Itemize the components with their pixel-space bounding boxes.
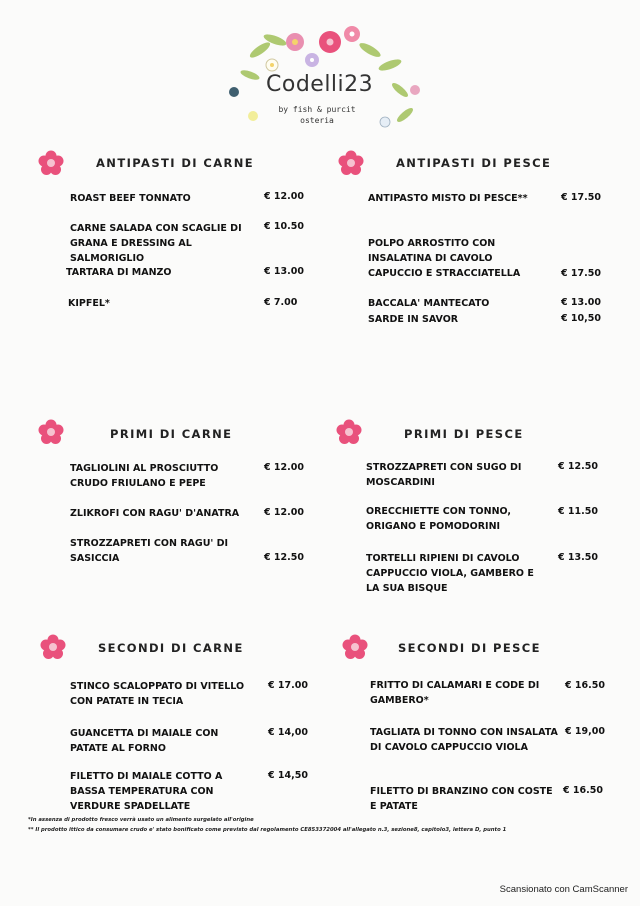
flower-icon — [38, 419, 64, 445]
menu-item-name: CARNE SALADA CON SCAGLIE DI GRANA E DRESSING AL SALMORIGLIO — [70, 223, 242, 264]
menu-item-name: TARTARA DI MANZO — [66, 267, 172, 278]
footnote-raw-fish: ** Il prodotto ittico da consumare crudo e' stato bonificato come previsto dal regolamento CE853372004 all'allegato n.3, sezione8, capitolo3, lettera D, punto 1 — [28, 827, 507, 833]
menu-item-name: GUANCETTA DI MAIALE CON PATATE AL FORNO — [70, 728, 219, 754]
menu-item-price: € 13.50 — [558, 552, 598, 563]
menu-item-price: € 14,00 — [268, 727, 308, 738]
menu-item-name: ORECCHIETTE CON TONNO, ORIGANO E POMODORINI — [366, 506, 512, 532]
section-title-antipasti-carne: ANTIPASTI DI CARNE — [96, 156, 255, 170]
section-title-secondi-carne: SECONDI DI CARNE — [98, 641, 244, 655]
menu-item-name: FILETTO DI BRANZINO CON COSTE E PATATE — [370, 786, 553, 812]
menu-item-price: € 10.50 — [264, 221, 304, 232]
restaurant-subtitle — [272, 104, 362, 126]
menu-item-price: € 19,00 — [565, 726, 605, 737]
scanner-watermark: Scansionato con CamScanner — [499, 884, 628, 895]
menu-item-price: € 12.00 — [264, 191, 304, 202]
menu-item-price: € 13.00 — [561, 297, 601, 308]
menu-item-name: POLPO ARROSTITO CON INSALATINA DI CAVOLO CAPUCCIO E STRACCIATELLA — [368, 238, 521, 279]
menu-item-price: € 17.50 — [561, 268, 601, 279]
restaurant-name: Codelli23 — [266, 72, 374, 97]
flower-icon — [338, 150, 364, 176]
menu-item-name: SARDE IN SAVOR — [368, 314, 459, 325]
section-title-primi-carne: PRIMI DI CARNE — [110, 427, 233, 441]
menu-item-name: STROZZAPRETI CON SUGO DI MOSCARDINI — [366, 462, 522, 488]
flower-icon — [40, 634, 66, 660]
menu-item-price: € 10,50 — [561, 313, 601, 324]
menu-item-price: € 16.50 — [565, 680, 605, 691]
flower-icon — [336, 419, 362, 445]
menu-item-name: STROZZAPRETI CON RAGU' DI SASICCIA — [70, 538, 229, 564]
flower-icon — [38, 150, 64, 176]
menu-item-name: ROAST BEEF TONNATO — [70, 193, 191, 204]
menu-item-price: € 14,50 — [268, 770, 308, 781]
menu-item-price: € 7.00 — [264, 297, 298, 308]
menu-item-price: € 17.50 — [561, 192, 601, 203]
footnote-frozen: *In assenza di prodotto fresco verrà usato un alimento surgelato all'origine — [28, 817, 254, 823]
menu-item-name: TORTELLI RIPIENI DI CAVOLO CAPPUCCIO VIOLA, GAMBERO E LA SUA BISQUE — [366, 553, 534, 594]
menu-item-price: € 12.00 — [264, 507, 304, 518]
menu-item-price: € 12.50 — [264, 552, 304, 563]
section-title-antipasti-pesce: ANTIPASTI DI PESCE — [396, 156, 552, 170]
menu-item-name: TAGLIATA DI TONNO CON INSALATA DI CAVOLO CAPPUCCIO VIOLA — [370, 727, 558, 753]
menu-item-name: KIPFEL* — [68, 298, 110, 309]
menu-item-name: BACCALA' MANTECATO — [368, 298, 490, 309]
menu-item-price: € 16.50 — [563, 785, 603, 796]
restaurant-subtitle-line2: osteria — [300, 116, 334, 125]
menu-item-price: € 12.00 — [264, 462, 304, 473]
flower-icon — [342, 634, 368, 660]
menu-item-name: ZLIKROFI CON RAGU' D'ANATRA — [70, 508, 240, 519]
menu-item-price: € 13.00 — [264, 266, 304, 277]
restaurant-subtitle-line1: by fish & purcit — [278, 105, 356, 114]
menu-item-price: € 12.50 — [558, 461, 598, 472]
section-title-secondi-pesce: SECONDI DI PESCE — [398, 641, 541, 655]
section-title-primi-pesce: PRIMI DI PESCE — [404, 427, 524, 441]
menu-item-name: ANTIPASTO MISTO DI PESCE** — [368, 193, 528, 204]
menu-item-name: FRITTO DI CALAMARI E CODE DI GAMBERO* — [370, 680, 540, 706]
menu-item-price: € 11.50 — [558, 506, 598, 517]
menu-item-name: STINCO SCALOPPATO DI VITELLO CON PATATE IN TECIA — [70, 681, 245, 707]
menu-item-name: FILETTO DI MAIALE COTTO A BASSA TEMPERATURA CON VERDURE SPADELLATE — [70, 771, 223, 812]
menu-item-name: TAGLIOLINI AL PROSCIUTTO CRUDO FRIULANO E PEPE — [70, 463, 219, 489]
menu-item-price: € 17.00 — [268, 680, 308, 691]
